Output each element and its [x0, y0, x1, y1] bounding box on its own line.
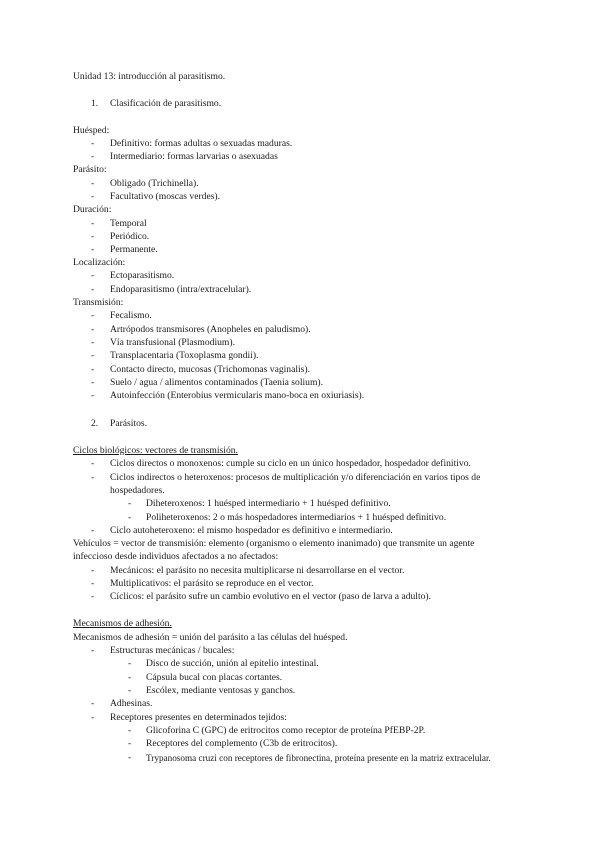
sub-list-item: Poliheteroxenos: 2 o más hospedadores intermediarios + 1 huésped definitivo.	[146, 512, 447, 523]
bullet-dash: -	[91, 645, 95, 656]
bullet-dash: -	[91, 284, 95, 295]
document-title: Unidad 13: introducción al parasitismo.	[73, 71, 226, 82]
bullet-dash: -	[91, 178, 95, 189]
sub-list-item: Trypanosoma cruzi con receptores de fibronectina, proteína presente en la matriz extracelular.	[146, 753, 491, 763]
transmision-label: Transmisión:	[73, 297, 124, 308]
bullet-dash: -	[91, 138, 95, 149]
bullet-dash: -	[91, 578, 95, 589]
bullet-dash: -	[91, 218, 95, 229]
bullet-dash: -	[128, 512, 132, 523]
ciclos-heading: Ciclos biológicos: vectores de transmisión.	[73, 445, 238, 456]
list-item: Contacto directo, mucosas (Trichomonas vaginalis).	[110, 364, 311, 375]
list-item: Artrópodos transmisores (Anopheles en paludismo).	[110, 324, 311, 335]
list-item: Adhesinas.	[110, 698, 153, 709]
bullet-dash: -	[91, 565, 95, 576]
bullet-dash: -	[91, 458, 95, 469]
bullet-dash: -	[91, 337, 95, 348]
mecanismos-heading: Mecanismos de adhesión.	[73, 618, 172, 629]
list-item: Permanente.	[110, 244, 158, 255]
bullet-dash: -	[91, 350, 95, 361]
bullet-dash: -	[91, 525, 95, 536]
list-item: Temporal	[110, 218, 147, 229]
localizacion-label: Localización:	[73, 257, 126, 268]
bullet-dash: -	[128, 685, 132, 696]
bullet-dash: -	[128, 672, 132, 683]
sub-list-item: Diheteroxenos: 1 huésped intermediario + 1 huésped definitivo.	[146, 498, 391, 509]
list-item: Ciclos indirectos o heteroxenos: procesos de multiplicación y/o diferenciación en varios tipos de	[110, 472, 481, 483]
bullet-dash: -	[91, 364, 95, 375]
list-item: Facultativo (moscas verdes).	[110, 191, 221, 202]
mecanismos-intro: Mecanismos de adhesión = unión del parásito a las células del huésped.	[73, 632, 348, 643]
bullet-dash: -	[91, 191, 95, 202]
list-item: Endoparasitismo (intra/extracelular).	[110, 284, 252, 295]
duracion-label: Duración:	[73, 204, 112, 215]
sub-list-item: Cápsula bucal con placas cortantes.	[146, 672, 283, 683]
list-item: Mecánicos: el parásito no necesita multiplicarse ni desarrollarse en el vector.	[110, 565, 405, 576]
bullet-dash: -	[91, 377, 95, 388]
bullet-dash: -	[91, 472, 95, 483]
sub-list-item: Escólex, mediante ventosas y ganchos.	[146, 685, 296, 696]
bullet-dash: -	[128, 658, 132, 669]
bullet-dash: -	[91, 151, 95, 162]
list-item: Periódico.	[110, 231, 150, 242]
section-2-title: Parásitos.	[110, 418, 148, 429]
bullet-dash: -	[128, 752, 132, 763]
list-item: Fecalismo.	[110, 310, 152, 321]
bullet-dash: -	[91, 310, 95, 321]
bullet-dash: -	[91, 712, 95, 723]
list-item: Autoinfección (Enterobius vermicularis mano-boca en oxiuriasis).	[110, 390, 365, 401]
list-item: Intermediario: formas larvarias o asexuadas	[110, 151, 278, 162]
bullet-dash: -	[128, 498, 132, 509]
sub-list-item: Receptores del complemento (C3b de eritrocitos).	[146, 738, 338, 749]
bullet-dash: -	[91, 270, 95, 281]
bullet-dash: -	[91, 591, 95, 602]
list-item: Suelo / agua / alimentos contaminados (Taenia solium).	[110, 377, 324, 388]
list-item-continuation: hospedadores.	[110, 485, 165, 496]
bullet-dash: -	[91, 244, 95, 255]
list-item: Obligado (Trichinella).	[110, 178, 199, 189]
list-item: Ectoparasitismo.	[110, 270, 175, 281]
list-item: Ciclo autoheteroxeno: el mismo hospedador es definitivo e intermediario.	[110, 525, 393, 536]
section-1-number: 1.	[91, 98, 99, 109]
bullet-dash: -	[128, 738, 132, 749]
section-1-title: Clasificación de parasitismo.	[110, 98, 222, 109]
list-item: Definitivo: formas adultas o sexuadas maduras.	[110, 138, 293, 149]
huesped-label: Huésped:	[73, 125, 110, 136]
list-item: Receptores presentes en determinados tejidos:	[110, 712, 287, 723]
vehiculos-line-1: Vehículos = vector de transmisión: elemento (organismo o elemento inanimado) que transmite un agente	[73, 538, 475, 549]
bullet-dash: -	[91, 390, 95, 401]
list-item: Vía transfusional (Plasmodium).	[110, 337, 235, 348]
section-2-number: 2.	[91, 418, 99, 429]
list-item: Estructuras mecánicas / bucales:	[110, 645, 235, 656]
list-item: Multiplicativos: el parásito se reproduce en el vector.	[110, 578, 314, 589]
sub-list-item: Glicoforina C (GPC) de eritrocitos como receptor de proteína PfEBP-2P.	[146, 725, 426, 736]
list-item: Transplacentaria (Toxoplasma gondii).	[110, 350, 259, 361]
list-item: Ciclos directos o monoxenos: cumple su ciclo en un único hospedador, hospedador definitivo.	[110, 458, 471, 469]
bullet-dash: -	[91, 698, 95, 709]
sub-list-item: Disco de succión, unión al epitelio intestinal.	[146, 658, 319, 669]
bullet-dash: -	[91, 324, 95, 335]
bullet-dash: -	[91, 231, 95, 242]
parasito-label: Parásito:	[73, 164, 107, 175]
list-item: Cíclicos: el parásito sufre un cambio evolutivo en el vector (paso de larva a adulto).	[110, 591, 432, 602]
bullet-dash: -	[128, 725, 132, 736]
vehiculos-line-2: infeccioso desde individuos afectados a no afectados:	[73, 551, 279, 562]
